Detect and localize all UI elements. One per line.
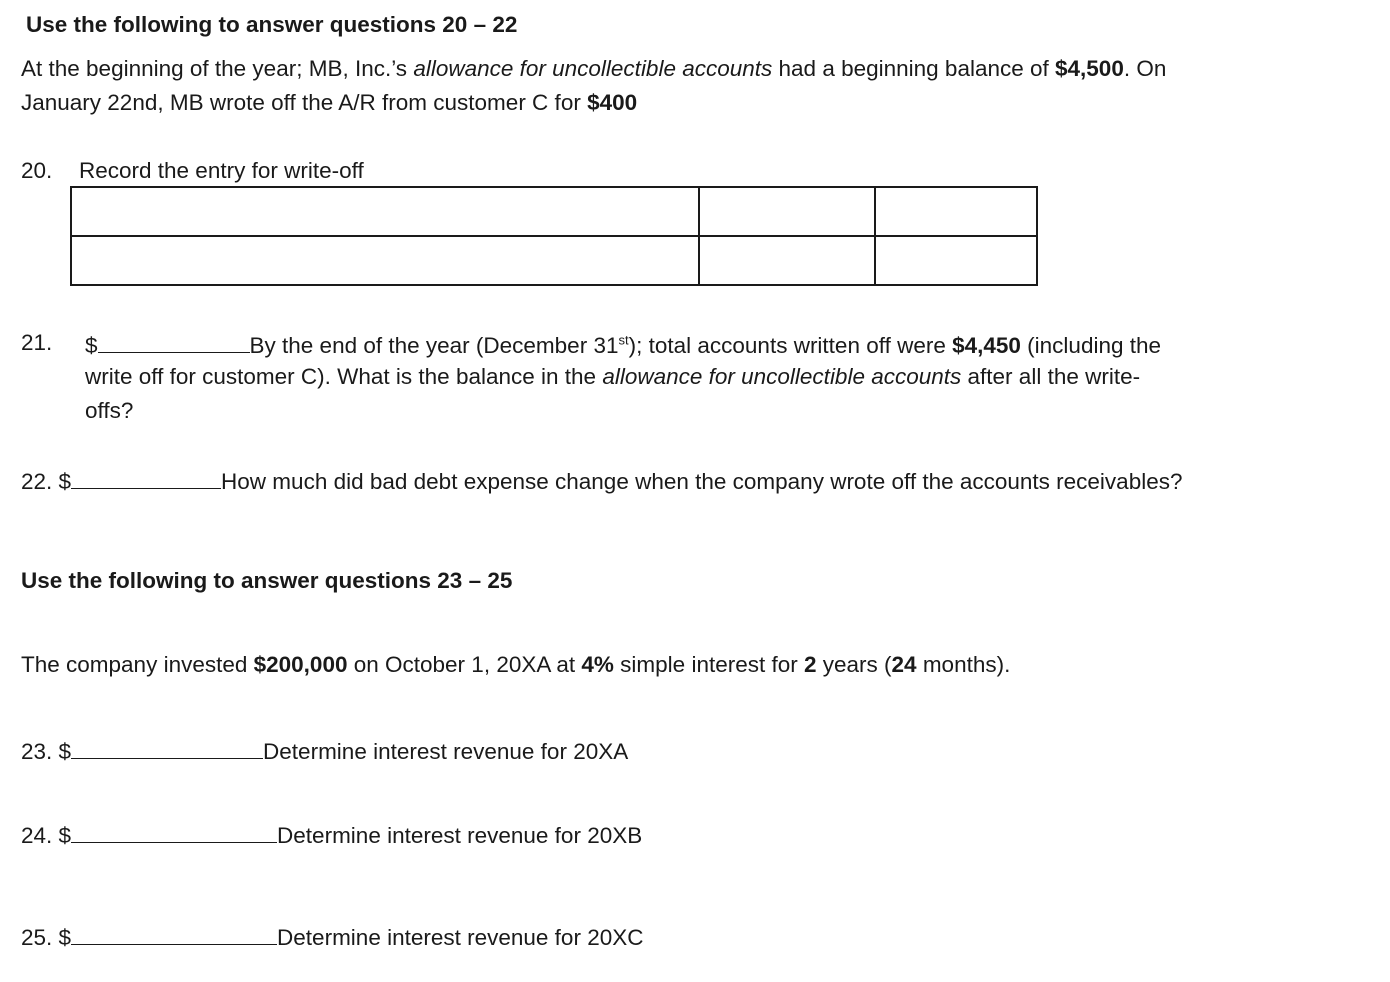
q21-text-b: ); total accounts written off were	[628, 333, 953, 358]
journal-row	[71, 187, 1037, 236]
journal-debit-cell[interactable]	[699, 187, 875, 236]
q21-answer-blank[interactable]	[98, 330, 250, 353]
term-years: 2	[804, 652, 817, 677]
beginning-balance: $4,500	[1055, 56, 1124, 81]
investment-statement	[21, 652, 1010, 678]
q25-answer-blank[interactable]	[71, 922, 277, 945]
journal-credit-cell[interactable]	[875, 187, 1037, 236]
q21-line-2	[85, 364, 1140, 390]
q24-number: 24. $	[21, 823, 72, 848]
intro-line-1	[21, 56, 1166, 82]
intro-text-b: had a beginning balance of	[772, 56, 1056, 81]
invest-text-d: years (	[816, 652, 892, 677]
q21-line-1	[85, 330, 1161, 359]
total-written-off: $4,450	[952, 333, 1021, 358]
q23-answer-blank[interactable]	[71, 736, 263, 759]
q22-line	[21, 466, 1182, 495]
intro-text-d: January 22nd, MB wrote off the A/R from customer C for	[21, 90, 588, 115]
invest-text-a: The company invested	[21, 652, 254, 677]
journal-account-cell[interactable]	[71, 236, 699, 285]
q22-number: 22. $	[21, 469, 72, 494]
journal-entry-table	[70, 186, 1038, 286]
q21-superscript: st	[618, 332, 629, 348]
invest-text-e: months).	[916, 652, 1011, 677]
q23-line	[21, 736, 628, 765]
q25-line	[21, 922, 643, 951]
principal-amount: $200,000	[253, 652, 348, 677]
q23-prompt: Determine interest revenue for 20XA	[263, 739, 629, 764]
intro-allowance-term: allowance for uncollectible accounts	[413, 56, 773, 81]
q24-line	[21, 820, 642, 849]
q21-text-a: By the end of the year (December 31	[249, 333, 619, 358]
q23-number: 23. $	[21, 739, 72, 764]
section-heading-20-22: Use the following to answer questions 20 – 22	[26, 12, 518, 37]
writeoff-amount: $400	[587, 90, 638, 115]
intro-text-a: At the beginning of the year; MB, Inc.’s	[21, 56, 414, 81]
q21-dollar: $	[85, 333, 98, 358]
q25-number: 25. $	[21, 925, 72, 950]
intro-line-2	[21, 90, 637, 116]
q24-prompt: Determine interest revenue for 20XB	[277, 823, 643, 848]
q22-answer-blank[interactable]	[71, 466, 221, 489]
journal-account-cell[interactable]	[71, 187, 699, 236]
invest-text-b: on October 1, 20XA at	[347, 652, 582, 677]
q21-text-e: after all the write-	[961, 364, 1141, 389]
q20-number: 20.	[21, 158, 53, 183]
interest-rate: 4%	[581, 652, 614, 677]
q21-text-c: (including the	[1020, 333, 1162, 358]
intro-text-c: . On	[1123, 56, 1167, 81]
section-heading-23-25: Use the following to answer questions 23 – 25	[21, 568, 513, 593]
journal-row	[71, 236, 1037, 285]
journal-debit-cell[interactable]	[699, 236, 875, 285]
q21-allowance-term: allowance for uncollectible accounts	[602, 364, 962, 389]
q24-answer-blank[interactable]	[71, 820, 277, 843]
term-months: 24	[891, 652, 917, 677]
invest-text-c: simple interest for	[613, 652, 804, 677]
journal-credit-cell[interactable]	[875, 236, 1037, 285]
q21-number: 21.	[21, 330, 53, 355]
q20-prompt: Record the entry for write-off	[79, 158, 364, 183]
q21-text-d: write off for customer C). What is the balance in the	[85, 364, 603, 389]
q21-line-3: offs?	[85, 398, 134, 423]
q22-prompt: How much did bad debt expense change when the company wrote off the accounts receivables?	[221, 469, 1183, 494]
q25-prompt: Determine interest revenue for 20XC	[277, 925, 644, 950]
